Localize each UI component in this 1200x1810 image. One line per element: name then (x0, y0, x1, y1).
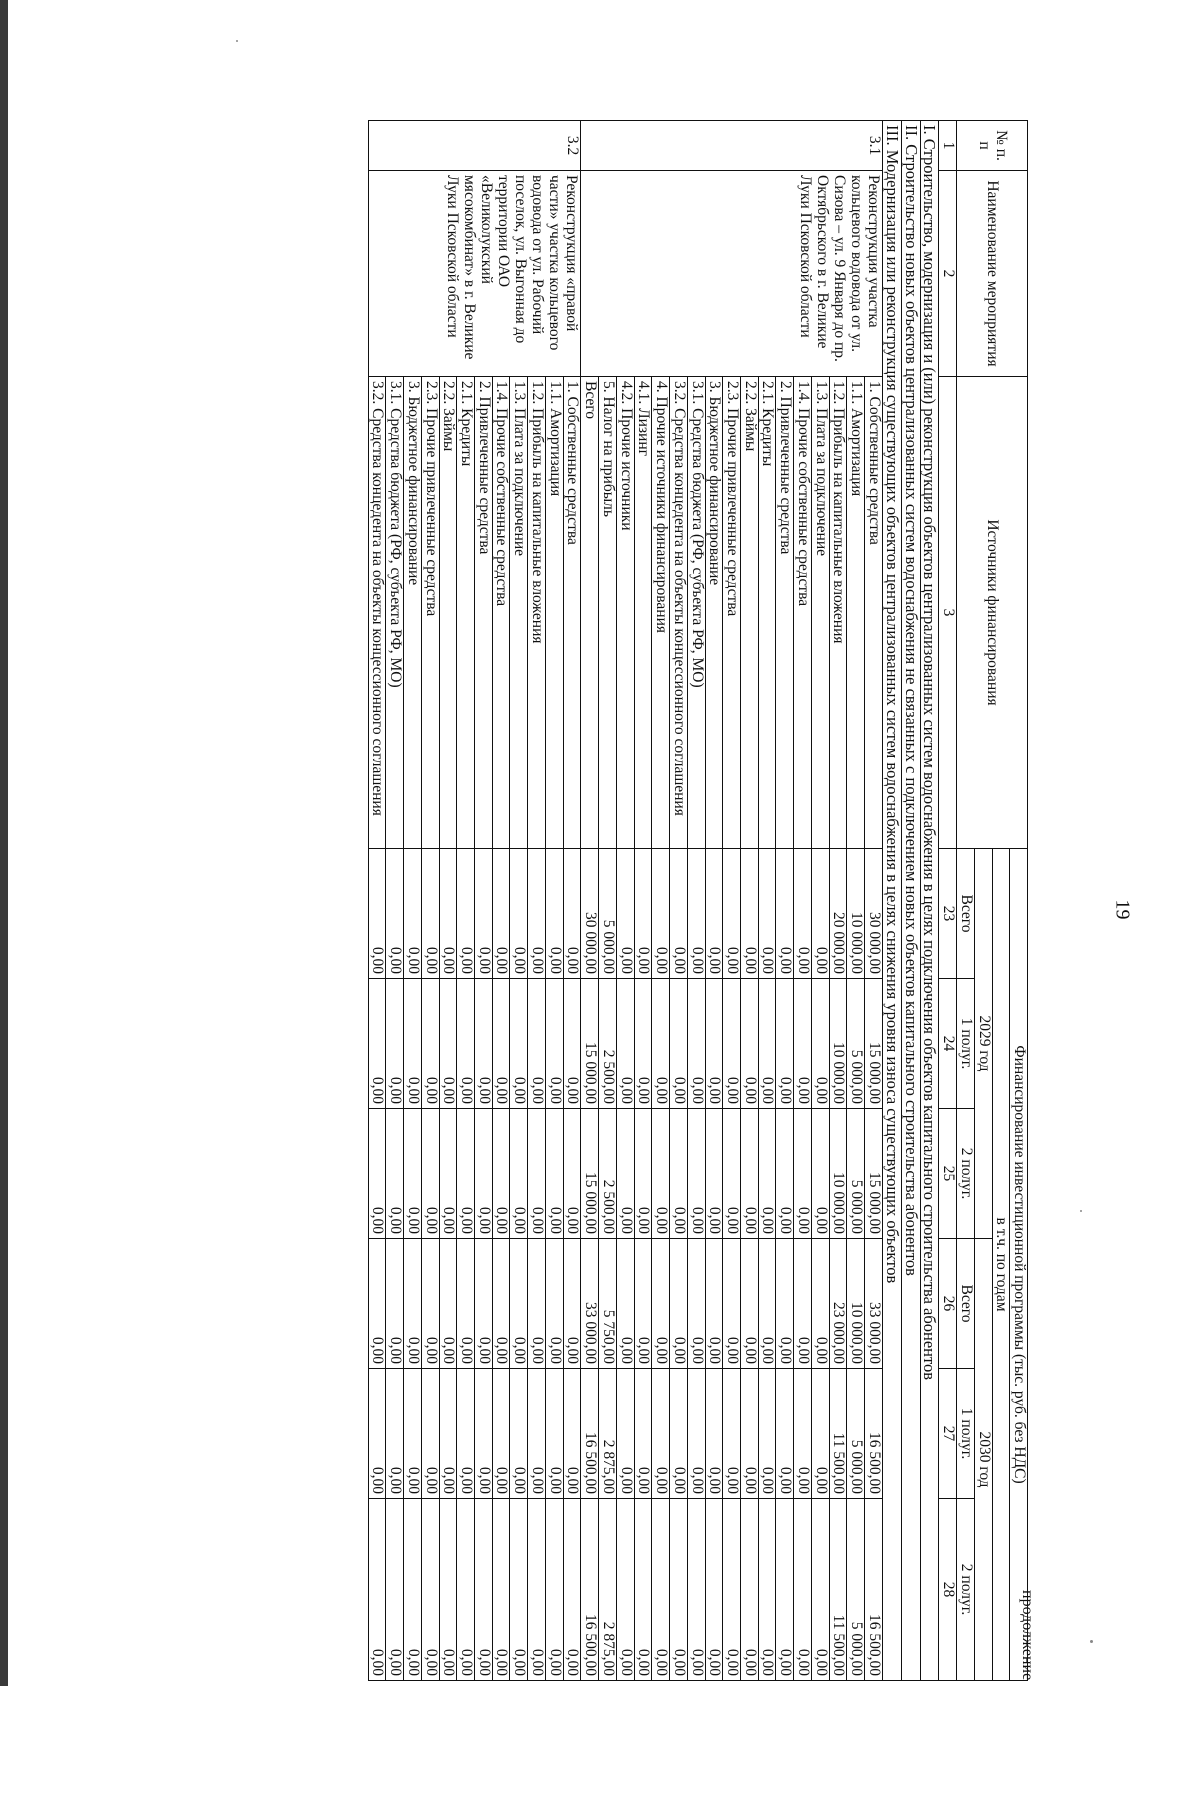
amount-cell: 0,00 (652, 1369, 670, 1499)
amount-cell: 0,00 (811, 1369, 829, 1499)
amount-cell: 5 000,00 (847, 1109, 865, 1239)
header-financing: Финансирование инвестиционной программы (тыс. руб. без НДС) (1010, 849, 1028, 1681)
amount-cell: 0,00 (492, 979, 510, 1109)
section-heading-3: III. Модернизация или реконструкция существующих объектов централизованных систем водоснабжения в целях снижения уровня износа существующих объектов (882, 121, 901, 1681)
amount-cell: 0,00 (510, 979, 528, 1109)
amount-cell: 0,00 (439, 849, 457, 979)
amount-cell: 0,00 (545, 849, 563, 979)
amount-cell: 0,00 (368, 1499, 386, 1681)
amount-cell: 0,00 (670, 1499, 688, 1681)
amount-cell: 0,00 (776, 849, 794, 979)
header-total-2030: Всего (957, 1239, 975, 1369)
amount-cell: 0,00 (705, 979, 723, 1109)
continued-label: продолжение (1019, 1590, 1036, 1681)
amount-cell: 0,00 (457, 1369, 475, 1499)
financing-source: 2.2. Займы (439, 377, 457, 849)
amount-cell: 30 000,00 (581, 849, 599, 979)
amount-cell: 0,00 (386, 979, 404, 1109)
amount-cell: 0,00 (368, 849, 386, 979)
amount-cell: 0,00 (421, 1499, 439, 1681)
amount-cell: 0,00 (439, 1109, 457, 1239)
amount-cell: 0,00 (616, 849, 634, 979)
amount-cell: 0,00 (616, 1239, 634, 1369)
amount-cell: 0,00 (687, 1499, 705, 1681)
financing-source: 3.1. Средства бюджета (РФ, субъекта РФ, МО) (687, 377, 705, 849)
amount-cell: 0,00 (616, 1109, 634, 1239)
header-total-2029: Всего (957, 849, 975, 979)
amount-cell: 0,00 (386, 1369, 404, 1499)
amount-cell: 5 000,00 (847, 1369, 865, 1499)
financing-source: 4.1. Лизинг (634, 377, 652, 849)
amount-cell: 0,00 (457, 1239, 475, 1369)
financing-source: 1.1. Амортизация (545, 377, 563, 849)
amount-cell: 33 000,00 (581, 1239, 599, 1369)
amount-cell: 0,00 (723, 1369, 741, 1499)
amount-cell: 0,00 (421, 1369, 439, 1499)
amount-cell: 0,00 (741, 1369, 759, 1499)
financing-source: 5. Налог на прибыль (599, 377, 617, 849)
amount-cell: 0,00 (475, 1499, 493, 1681)
col-number: 3 (939, 377, 957, 849)
amount-cell: 0,00 (687, 849, 705, 979)
project-name: Реконструкция «правой части» участка кольцевого водовода от ул. Рабочий поселок, ул. Выгонная до территории ОАО «Великолукский мясокомбинат» в г. Великие Луки Псковской области (368, 171, 581, 377)
amount-cell: 0,00 (794, 1239, 812, 1369)
amount-cell: 0,00 (368, 1109, 386, 1239)
amount-cell: 0,00 (634, 1109, 652, 1239)
header-name: Наименование мероприятия (957, 171, 1028, 377)
col-number: 23 (939, 849, 957, 979)
amount-cell: 0,00 (545, 1369, 563, 1499)
amount-cell: 0,00 (475, 979, 493, 1109)
amount-cell: 0,00 (705, 1499, 723, 1681)
amount-cell: 0,00 (563, 979, 581, 1109)
scan-speck (236, 40, 238, 42)
amount-cell: 0,00 (439, 1239, 457, 1369)
table-row (563, 121, 581, 1681)
amount-cell: 5 000,00 (599, 849, 617, 979)
amount-cell: 0,00 (528, 849, 546, 979)
amount-cell: 0,00 (404, 849, 422, 979)
financing-source: 2.3. Прочие привлеченные средства (421, 377, 439, 849)
financing-source: 4. Прочие источники финансирования (652, 377, 670, 849)
amount-cell: 0,00 (545, 1239, 563, 1369)
financing-source: 1.2. Прибыль на капитальные вложения (528, 377, 546, 849)
amount-cell: 0,00 (670, 1239, 688, 1369)
financing-source: 2. Привлеченные средства (475, 377, 493, 849)
amount-cell: 0,00 (510, 849, 528, 979)
amount-cell: 0,00 (616, 979, 634, 1109)
amount-cell: 0,00 (705, 1109, 723, 1239)
financing-source: 4.2. Прочие источники (616, 377, 634, 849)
amount-cell: 0,00 (528, 1369, 546, 1499)
amount-cell: 0,00 (421, 849, 439, 979)
amount-cell: 0,00 (652, 979, 670, 1109)
amount-cell: 0,00 (492, 1109, 510, 1239)
amount-cell: 0,00 (457, 979, 475, 1109)
amount-cell: 0,00 (811, 849, 829, 979)
amount-cell: 0,00 (457, 1499, 475, 1681)
amount-cell: 0,00 (475, 1109, 493, 1239)
financing-source: 2.3. Прочие привлеченные средства (723, 377, 741, 849)
amount-cell: 0,00 (741, 1109, 759, 1239)
amount-cell: 5 000,00 (847, 979, 865, 1109)
amount-cell: 0,00 (758, 979, 776, 1109)
amount-cell: 0,00 (492, 1239, 510, 1369)
col-number: 1 (939, 121, 957, 171)
amount-cell: 0,00 (776, 1239, 794, 1369)
financing-source: 1. Собственные средства (563, 377, 581, 849)
section-heading-2: II. Строительство новых объектов централизованных систем водоснабжения не связанных с подключением новых объектов капитального строительства абонентов (901, 121, 920, 1681)
amount-cell: 5 750,00 (599, 1239, 617, 1369)
amount-cell: 0,00 (794, 1499, 812, 1681)
col-number: 2 (939, 171, 957, 377)
amount-cell: 0,00 (616, 1499, 634, 1681)
amount-cell: 0,00 (687, 1369, 705, 1499)
amount-cell: 0,00 (794, 979, 812, 1109)
financing-source: 2.1. Кредиты (758, 377, 776, 849)
financing-source: 1.1. Амортизация (847, 377, 865, 849)
amount-cell: 0,00 (475, 849, 493, 979)
header-h1-2030: 1 полуг. (957, 1369, 975, 1499)
header-source: Источники финансирования (957, 377, 1028, 849)
amount-cell: 0,00 (528, 1109, 546, 1239)
financing-source: 1.4. Прочие собственные средства (794, 377, 812, 849)
amount-cell: 0,00 (776, 979, 794, 1109)
amount-cell: 10 000,00 (847, 1239, 865, 1369)
amount-cell: 0,00 (634, 979, 652, 1109)
col-number: 28 (939, 1499, 957, 1681)
project-number: 3.1 (581, 121, 882, 171)
financing-source: 2. Привлеченные средства (776, 377, 794, 849)
amount-cell: 16 500,00 (865, 1369, 883, 1499)
amount-cell: 10 000,00 (847, 849, 865, 979)
amount-cell: 0,00 (545, 1499, 563, 1681)
amount-cell: 5 000,00 (847, 1499, 865, 1681)
amount-cell: 0,00 (741, 1239, 759, 1369)
amount-cell: 0,00 (794, 1369, 812, 1499)
amount-cell: 0,00 (492, 849, 510, 979)
amount-cell: 0,00 (439, 1369, 457, 1499)
amount-cell: 0,00 (705, 1239, 723, 1369)
project-name: Реконструкция участка кольцевого водовода от ул. Сизова – ул. 9 Января до пр. Октябрьского в г. Великие Луки Псковской области (581, 171, 882, 377)
amount-cell: 15 000,00 (581, 1109, 599, 1239)
amount-cell: 0,00 (404, 1499, 422, 1681)
amount-cell: 0,00 (510, 1109, 528, 1239)
table-header (939, 121, 1028, 1681)
financing-source: 1.4. Прочие собственные средства (492, 377, 510, 849)
amount-cell: 10 000,00 (829, 979, 847, 1109)
amount-cell: 0,00 (421, 1109, 439, 1239)
amount-cell: 0,00 (670, 1109, 688, 1239)
financing-source: 1.2. Прибыль на капитальные вложения (829, 377, 847, 849)
amount-cell: 0,00 (741, 1499, 759, 1681)
amount-cell: 0,00 (705, 1369, 723, 1499)
col-number: 25 (939, 1109, 957, 1239)
amount-cell: 0,00 (386, 1239, 404, 1369)
table-row (865, 121, 883, 1681)
header-h2-2029: 2 полуг. (957, 1109, 975, 1239)
amount-cell: 0,00 (741, 979, 759, 1109)
amount-cell: 0,00 (475, 1239, 493, 1369)
header-h2-2030: 2 полуг. (957, 1499, 975, 1681)
amount-cell: 16 500,00 (581, 1499, 599, 1681)
amount-cell: 0,00 (457, 1109, 475, 1239)
scan-speck (1090, 1640, 1093, 1643)
amount-cell: 0,00 (794, 1109, 812, 1239)
amount-cell: 0,00 (670, 1369, 688, 1499)
amount-cell: 23 000,00 (829, 1239, 847, 1369)
amount-cell: 0,00 (528, 1239, 546, 1369)
amount-cell: 10 000,00 (829, 1109, 847, 1239)
amount-cell: 0,00 (811, 979, 829, 1109)
amount-cell: 0,00 (794, 849, 812, 979)
amount-cell: 0,00 (723, 849, 741, 979)
amount-cell: 0,00 (563, 1239, 581, 1369)
amount-cell: 0,00 (705, 849, 723, 979)
financing-source: 2.2. Займы (741, 377, 759, 849)
col-number: 27 (939, 1369, 957, 1499)
amount-cell: 0,00 (776, 1369, 794, 1499)
financing-source: 1. Собственные средства (865, 377, 883, 849)
amount-cell: 16 500,00 (581, 1369, 599, 1499)
section-heading-1: I. Строительство, модернизация и (или) реконструкция объектов централизованных систем водоснабжения в целях подключения объектов капитального строительства абонентов (920, 121, 939, 1681)
amount-cell: 0,00 (723, 1499, 741, 1681)
rotated-table-container (68, 120, 1028, 1680)
amount-cell: 0,00 (758, 1109, 776, 1239)
financing-source: 3.2. Средства концедента на объекты концессионного соглашения (670, 377, 688, 849)
amount-cell: 0,00 (563, 1369, 581, 1499)
amount-cell: 0,00 (741, 849, 759, 979)
amount-cell: 16 500,00 (865, 1499, 883, 1681)
amount-cell: 0,00 (652, 849, 670, 979)
amount-cell: 0,00 (723, 1239, 741, 1369)
header-no: № п. п (957, 121, 1028, 171)
financing-source: 3.2. Средства концедента на объекты концессионного соглашения (368, 377, 386, 849)
amount-cell: 0,00 (811, 1109, 829, 1239)
amount-cell: 0,00 (386, 849, 404, 979)
amount-cell: 0,00 (404, 1369, 422, 1499)
amount-cell: 0,00 (758, 1499, 776, 1681)
financing-source: 1.3. Плата за подключение (811, 377, 829, 849)
header-by-year: в т.ч. по годам (992, 849, 1010, 1681)
amount-cell: 0,00 (811, 1239, 829, 1369)
amount-cell: 0,00 (758, 849, 776, 979)
col-number: 24 (939, 979, 957, 1109)
amount-cell: 0,00 (634, 1369, 652, 1499)
amount-cell: 0,00 (368, 1369, 386, 1499)
amount-cell: 30 000,00 (865, 849, 883, 979)
amount-cell: 0,00 (386, 1109, 404, 1239)
amount-cell: 0,00 (421, 1239, 439, 1369)
amount-cell: 0,00 (723, 979, 741, 1109)
amount-cell: 0,00 (510, 1499, 528, 1681)
amount-cell: 0,00 (758, 1369, 776, 1499)
amount-cell: 0,00 (652, 1239, 670, 1369)
amount-cell: 0,00 (545, 1109, 563, 1239)
amount-cell: 0,00 (404, 979, 422, 1109)
financing-source: 3. Бюджетное финансирование (705, 377, 723, 849)
amount-cell: 0,00 (421, 979, 439, 1109)
amount-cell: 0,00 (528, 979, 546, 1109)
financing-source: 3. Бюджетное финансирование (404, 377, 422, 849)
amount-cell: 0,00 (439, 979, 457, 1109)
amount-cell: 0,00 (528, 1499, 546, 1681)
amount-cell: 0,00 (776, 1499, 794, 1681)
header-year-2030: 2030 год (974, 1239, 992, 1681)
amount-cell: 2 500,00 (599, 979, 617, 1109)
amount-cell: 2 875,00 (599, 1499, 617, 1681)
amount-cell: 11 500,00 (829, 1369, 847, 1499)
amount-cell: 0,00 (563, 1499, 581, 1681)
header-h1-2029: 1 полуг. (957, 979, 975, 1109)
amount-cell: 0,00 (563, 849, 581, 979)
amount-cell: 0,00 (492, 1499, 510, 1681)
amount-cell: 15 000,00 (865, 979, 883, 1109)
amount-cell: 0,00 (616, 1369, 634, 1499)
amount-cell: 0,00 (776, 1109, 794, 1239)
amount-cell: 0,00 (386, 1499, 404, 1681)
amount-cell: 0,00 (439, 1499, 457, 1681)
amount-cell: 0,00 (492, 1369, 510, 1499)
amount-cell: 11 500,00 (829, 1499, 847, 1681)
financing-source: 2.1. Кредиты (457, 377, 475, 849)
amount-cell: 0,00 (368, 1239, 386, 1369)
amount-cell: 0,00 (404, 1239, 422, 1369)
amount-cell: 2 500,00 (599, 1109, 617, 1239)
amount-cell: 0,00 (563, 1109, 581, 1239)
financing-source: 1.3. Плата за подключение (510, 377, 528, 849)
amount-cell: 0,00 (634, 849, 652, 979)
page-number: 19 (1111, 899, 1134, 920)
amount-cell: 0,00 (670, 979, 688, 1109)
amount-cell: 0,00 (634, 1239, 652, 1369)
col-number: 26 (939, 1239, 957, 1369)
financing-source: 3.1. Средства бюджета (РФ, субъекта РФ, МО) (386, 377, 404, 849)
amount-cell: 15 000,00 (865, 1109, 883, 1239)
table-body (368, 121, 939, 1681)
amount-cell: 0,00 (758, 1239, 776, 1369)
amount-cell: 2 875,00 (599, 1369, 617, 1499)
amount-cell: 0,00 (652, 1109, 670, 1239)
scan-speck (1080, 1210, 1082, 1212)
amount-cell: 0,00 (510, 1369, 528, 1499)
amount-cell: 0,00 (687, 1109, 705, 1239)
amount-cell: 0,00 (368, 979, 386, 1109)
investment-financing-table (368, 120, 1028, 1681)
project-number: 3.2 (368, 121, 581, 171)
amount-cell: 0,00 (545, 979, 563, 1109)
scan-page-edge (0, 0, 8, 1686)
amount-cell: 0,00 (404, 1109, 422, 1239)
amount-cell: 0,00 (475, 1369, 493, 1499)
amount-cell: 0,00 (670, 849, 688, 979)
amount-cell: 33 000,00 (865, 1239, 883, 1369)
amount-cell: 0,00 (687, 979, 705, 1109)
amount-cell: 0,00 (811, 1499, 829, 1681)
amount-cell: 0,00 (634, 1499, 652, 1681)
amount-cell: 15 000,00 (581, 979, 599, 1109)
amount-cell: 20 000,00 (829, 849, 847, 979)
header-year-2029: 2029 год (974, 849, 992, 1239)
amount-cell: 0,00 (652, 1499, 670, 1681)
amount-cell: 0,00 (687, 1239, 705, 1369)
amount-cell: 0,00 (723, 1109, 741, 1239)
financing-source: Всего (581, 377, 599, 849)
amount-cell: 0,00 (510, 1239, 528, 1369)
amount-cell: 0,00 (457, 849, 475, 979)
